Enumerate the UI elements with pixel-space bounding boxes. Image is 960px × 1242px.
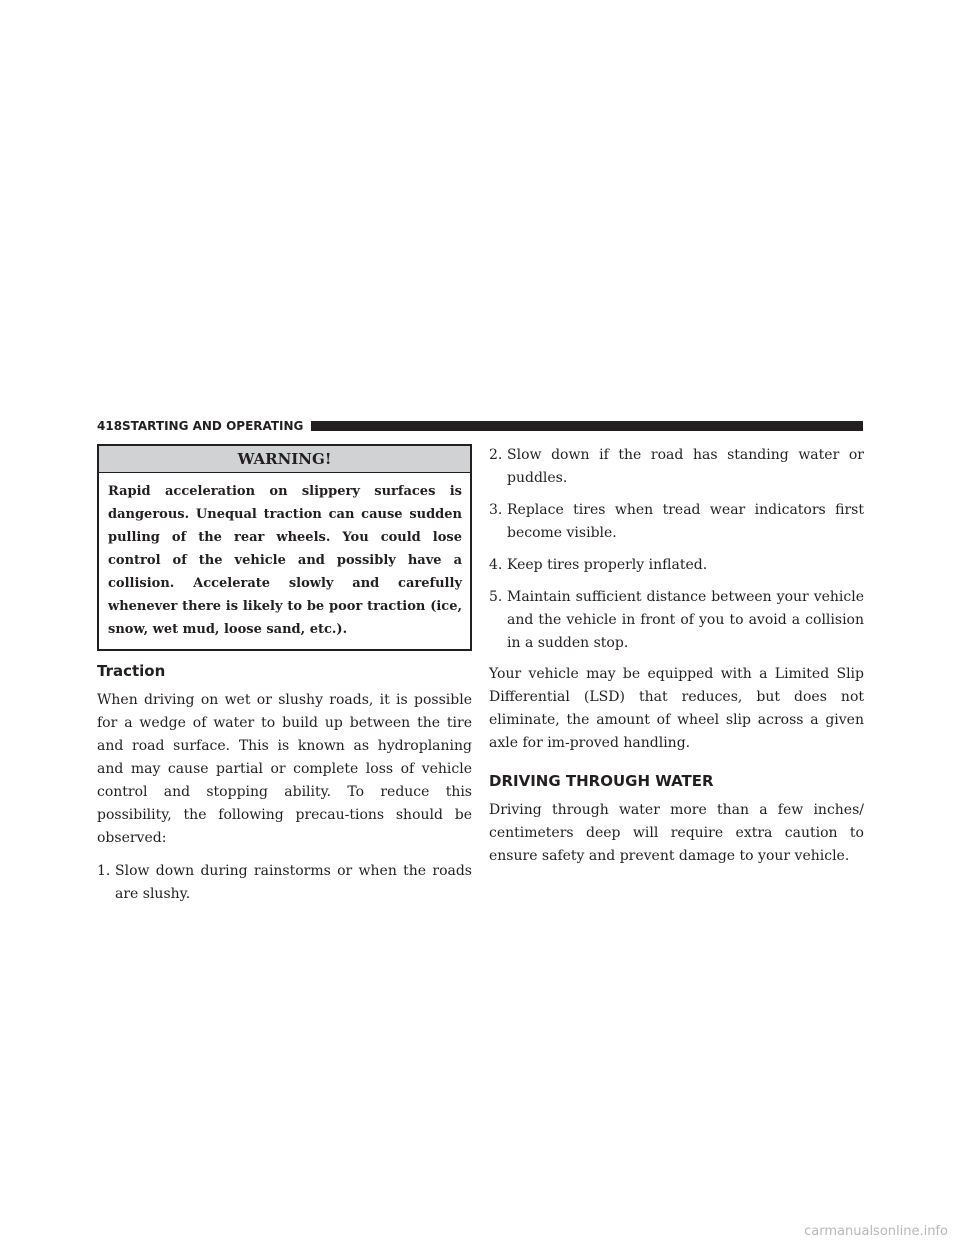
precautions-list-part-1 [97,860,472,906]
list-item-text: Maintain sufficient distance between your vehicle and the vehicle in front of you to avoid a collision in a sudden stop. [507,589,864,651]
header-rule [311,421,863,431]
list-item [489,444,864,490]
list-item-text: Slow down during rainstorms or when the roads are slushy. [115,863,472,902]
list-item-number: 1. [97,863,111,879]
page-number: 418 [97,419,123,433]
watermark-link[interactable]: carmanualsonline.info [804,1224,948,1239]
right-column [489,444,864,868]
precautions-list-part-2 [489,444,864,655]
traction-heading: Traction [97,662,166,680]
list-item [97,860,472,906]
list-item-number: 3. [489,502,503,518]
warning-title: WARNING! [99,446,470,473]
left-column [97,444,472,915]
driving-through-water-paragraph: Driving through water more than a few inches/ centimeters deep will require extra caution to ensure safety and prevent damage to your vehicle. [489,802,864,864]
section-title: STARTING AND OPERATING [122,419,304,433]
warning-text: Rapid acceleration on slippery surfaces is dangerous. Unequal traction can cause sudden pulling of the rear wheels. You could lose control of the vehicle and possibly have a collision. Accelerate slowly and carefully whenever there is likely to be poor traction (ice, snow, wet mud, loose sand, etc.). [108,484,462,637]
list-item-number: 2. [489,447,503,463]
list-item [489,499,864,545]
driving-through-water-heading: DRIVING THROUGH WATER [489,772,714,790]
list-item-number: 5. [489,589,503,605]
page-header [97,418,863,434]
list-item-number: 4. [489,557,503,573]
traction-paragraph: When driving on wet or slushy roads, it is possible for a wedge of water to build up between the tire and road surface. This is known as hydroplaning and may cause partial or complete loss of vehicle control and stopping ability. To reduce this possibility, the following precau-tions should be observed: [97,692,472,846]
list-item-text: Slow down if the road has standing water or puddles. [507,447,864,486]
list-item-text: Replace tires when tread wear indicators first become visible. [507,502,864,541]
lsd-paragraph: Your vehicle may be equipped with a Limited Slip Differential (LSD) that reduces, but does not eliminate, the amount of wheel slip across a given axle for im-proved handling. [489,666,864,751]
list-item-text: Keep tires properly inflated. [507,557,708,573]
list-item [489,586,864,655]
list-item [489,554,864,577]
warning-box [97,444,472,651]
